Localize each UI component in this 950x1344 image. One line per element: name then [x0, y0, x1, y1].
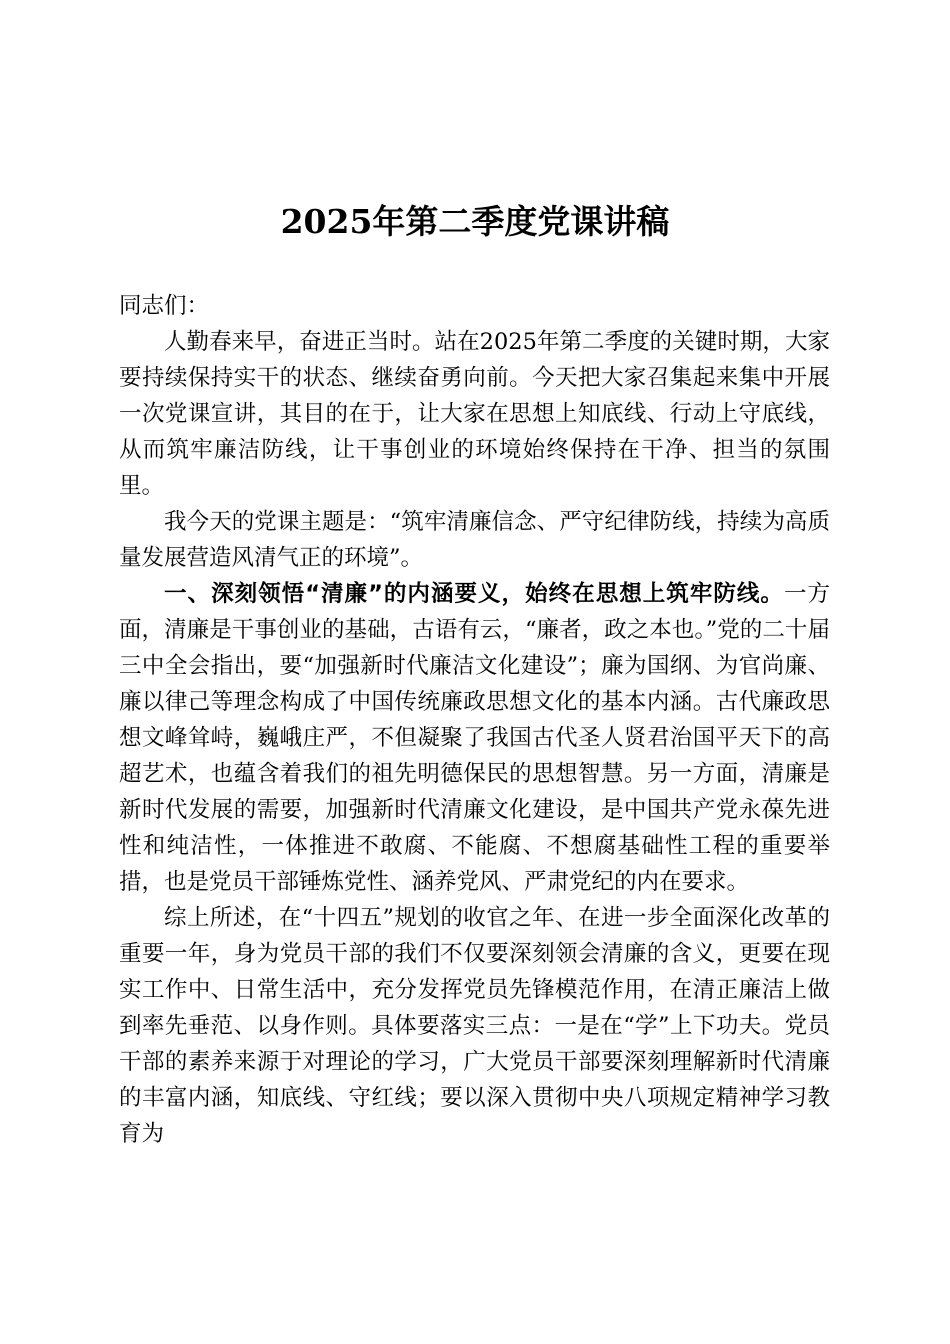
salutation: 同志们：	[119, 293, 210, 319]
paragraph-opening: 人勤春来早，奋进正当时。站在2025年第二季度的关键时期，大家要持续保持实干的状态、继续奋勇向前。今天把大家召集起来集中开展一次党课宣讲，其目的在于，让大家在思想上知底线、行动上守底线，从而筑牢廉洁防线，让干事创业的环境始终保持在干净、担当的氛围里。	[119, 329, 830, 499]
document-body	[119, 288, 830, 1152]
document-title: 2025年第二季度党课讲稿	[280, 202, 670, 241]
section-one-body: 一方面，清廉是干事创业的基础，古语有云，“廉者，政之本也。”党的二十届三中全会指出，要“加强新时代廉洁文化建设”；廉为国纲、为官尚廉、廉以律己等理念构成了中国传统廉政思想文化的基本内涵。古代廉政思想文峰耸峙，巍峨庄严，不但凝聚了我国古代圣人贤君治国平天下的高超艺术，也蕴含着我们的祖先明德保民的思想智慧。另一方面，清廉是新时代发展的需要，加强新时代清廉文化建设，是中国共产党永葆先进性和纯洁性，一体推进不敢腐、不能腐、不想腐基础性工程的重要举措，也是党员干部锤炼党性、涵养党风、严肃党纪的内在要求。	[119, 581, 830, 895]
paragraph-section-one	[119, 576, 830, 900]
paragraph-summary: 综上所述，在“十四五”规划的收官之年、在进一步全面深化改革的重要一年，身为党员干部的我们不仅要深刻领会清廉的含义，更要在现实工作中、日常生活中，充分发挥党员先锋模范作用，在清正廉洁上做到率先垂范、以身作则。具体要落实三点：一是在“学”上下功夫。党员干部的素养来源于对理论的学习，广大党员干部要深刻理解新时代清廉的丰富内涵，知底线、守红线；要以深入贯彻中央八项规定精神学习教育为	[119, 905, 830, 1147]
paragraph-theme: 我今天的党课主题是：“筑牢清廉信念、严守纪律防线，持续为高质量发展营造风清气正的环境”。	[119, 509, 830, 571]
section-one-heading: 一、深刻领悟“清廉”的内涵要义，始终在思想上筑牢防线。	[164, 581, 784, 607]
